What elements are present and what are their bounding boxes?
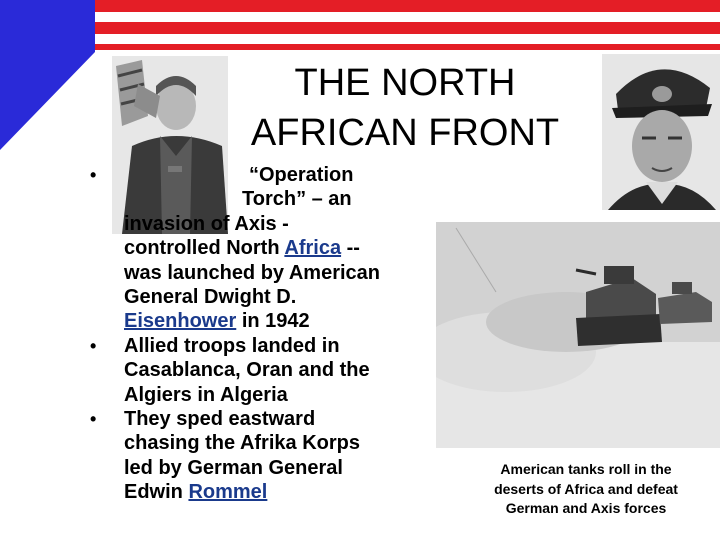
- bullet-item-allied-landings: [90, 334, 435, 407]
- caption-line-1: American tanks roll in the: [500, 461, 672, 477]
- bullet-3-line-1: They sped eastward: [124, 408, 316, 431]
- bullet-1-line-2: Torch” – an: [242, 188, 352, 211]
- bullet-list: [90, 163, 435, 505]
- title-line-1: THE NORTH: [294, 62, 516, 104]
- tanks-photo: [436, 222, 720, 448]
- bullet-dot: •: [90, 165, 97, 185]
- tanks-caption: [466, 460, 706, 519]
- bullet-2-line-2: Casablanca, Oran and the: [124, 359, 370, 382]
- bullet-1-text-dash: --: [341, 237, 360, 260]
- bullet-1-text: controlled North: [124, 237, 285, 260]
- bullet-3-line-3: led by German General: [124, 456, 343, 479]
- bullet-1-line-6: General Dwight D.: [124, 286, 297, 309]
- slide-title: [240, 58, 570, 158]
- link-rommel[interactable]: Rommel: [188, 481, 268, 504]
- bullet-item-eastward: [90, 407, 435, 505]
- title-line-2: AFRICAN FRONT: [250, 112, 560, 154]
- bullet-1-line-1: “Operation: [249, 164, 354, 186]
- bullet-1-year: in 1942: [236, 310, 310, 333]
- bullet-2-line-1: Allied troops landed in: [124, 334, 340, 357]
- caption-line-3: German and Axis forces: [505, 500, 667, 516]
- bullet-dot: •: [90, 409, 97, 430]
- bullet-3-text: Edwin: [124, 481, 189, 504]
- link-eisenhower[interactable]: Eisenhower: [124, 310, 237, 333]
- bullet-3-line-4: [124, 480, 435, 504]
- rommel-photo: [602, 54, 720, 210]
- bullet-1-line-3: invasion of Axis -: [124, 212, 289, 235]
- bullet-1-line-5: was launched by American: [124, 261, 381, 284]
- caption-line-2: deserts of Africa and defeat: [494, 480, 678, 497]
- bullet-3-line-2: chasing the Afrika Korps: [124, 432, 360, 455]
- bullet-1-line-4: [124, 236, 435, 260]
- bullet-2-line-3: Algiers in Algeria: [124, 383, 288, 406]
- bullet-dot: •: [90, 335, 97, 356]
- link-africa[interactable]: Africa: [284, 237, 342, 260]
- bullet-item-operation-torch: [90, 163, 435, 334]
- bullet-1-line-7: [124, 309, 435, 333]
